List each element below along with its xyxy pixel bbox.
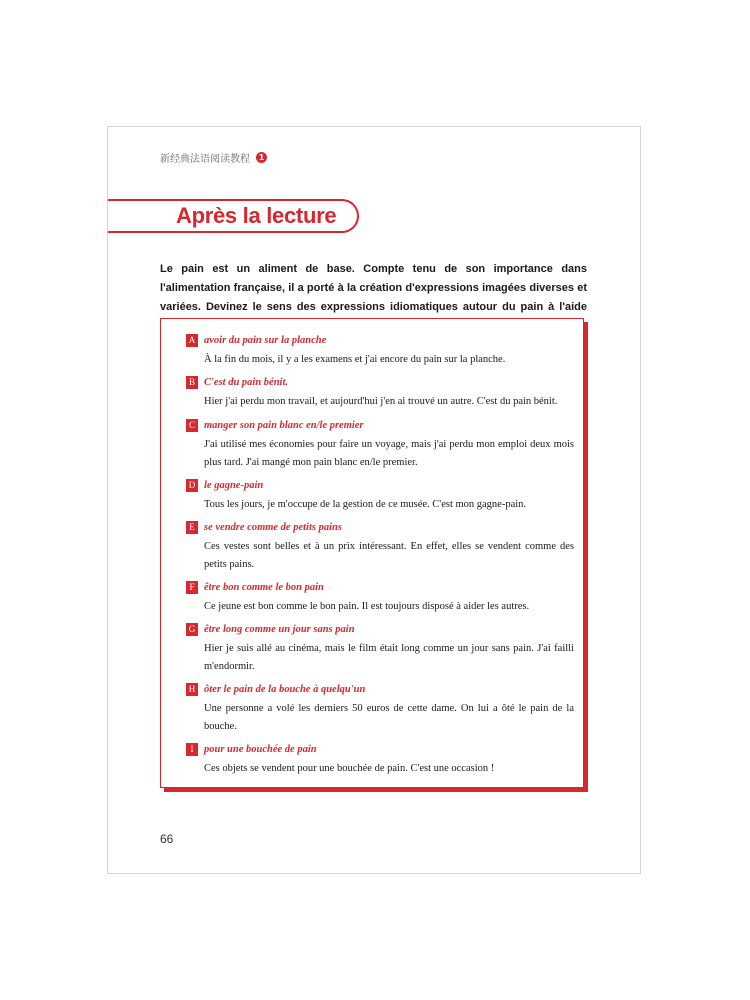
expression-phrase: être long comme un jour sans pain (204, 623, 355, 635)
expression-phrase: avoir du pain sur la planche (204, 334, 327, 346)
expression-phrase: se vendre comme de petits pains (204, 521, 342, 533)
intro-paragraph: Le pain est un aliment de base. Compte tenu de son importance dans l'alimentation française, il a porté à la création d'expressions imagées diverses et variées. Devinez le sens des expressions idiomatiques autour du pain à l'aide (160, 263, 587, 313)
expression-example: Ces vestes sont belles et à un prix intéressant. En effet, elles se vendent comme des petits pains. (204, 541, 574, 570)
item-letter: E (186, 521, 198, 534)
expression-phrase: être bon comme le bon pain (204, 581, 324, 593)
expression-example: Hier je suis allé au cinéma, mais le film était long comme un jour sans pain. J'ai failli m'endormir. (204, 643, 574, 672)
expression-phrase: manger son pain blanc en/le premier (204, 419, 364, 431)
expression-phrase: ôter le pain de la bouche à quelqu'un (204, 683, 366, 695)
volume-badge: 1 (256, 152, 267, 163)
expression-example: À la fin du mois, il y a les examens et j'ai encore du pain sur la planche. (204, 354, 506, 365)
item-letter: A (186, 334, 198, 347)
item-letter: F (186, 581, 198, 594)
expression-item (186, 742, 574, 778)
expression-phrase: le gagne-pain (204, 479, 264, 491)
expression-phrase: pour une bouchée de pain (204, 743, 317, 755)
section-title: Après la lecture (176, 203, 337, 228)
item-letter: B (186, 376, 198, 389)
expression-item (186, 682, 574, 736)
expression-example: J'ai utilisé mes économies pour faire un voyage, mais j'ai perdu mon emploi deux mois plus tard. J'ai mangé mon pain blanc en/le premier. (204, 439, 574, 468)
expression-item (186, 375, 574, 411)
expression-item (186, 418, 574, 472)
expression-example: Ce jeune est bon comme le bon pain. Il est toujours disposé à aider les autres. (204, 601, 530, 612)
item-letter: C (186, 419, 198, 432)
expression-phrase: C'est du pain bénit. (204, 376, 289, 388)
expression-item (186, 580, 574, 616)
item-letter: I (186, 743, 198, 756)
expression-example: Ces objets se vendent pour une bouchée de pain. C'est une occasion ! (204, 763, 495, 774)
expression-example: Tous les jours, je m'occupe de la gestion de ce musée. C'est mon gagne-pain. (204, 499, 527, 510)
expression-example: Hier j'ai perdu mon travail, et aujourd'hui j'en ai trouvé un autre. C'est du pain bénit. (204, 396, 558, 407)
expression-item (186, 622, 574, 676)
item-letter: H (186, 683, 198, 696)
expression-example: Une personne a volé les derniers 50 euros de cette dame. On lui a ôté le pain de la bouche. (204, 703, 574, 732)
expression-item (186, 478, 574, 514)
expression-item (186, 333, 574, 369)
page-number: 66 (160, 832, 174, 846)
item-letter: G (186, 623, 198, 636)
book-title: 新经典法语阅读教程 (160, 154, 250, 165)
expression-item (186, 520, 574, 574)
running-head (160, 150, 267, 165)
item-letter: D (186, 479, 198, 492)
